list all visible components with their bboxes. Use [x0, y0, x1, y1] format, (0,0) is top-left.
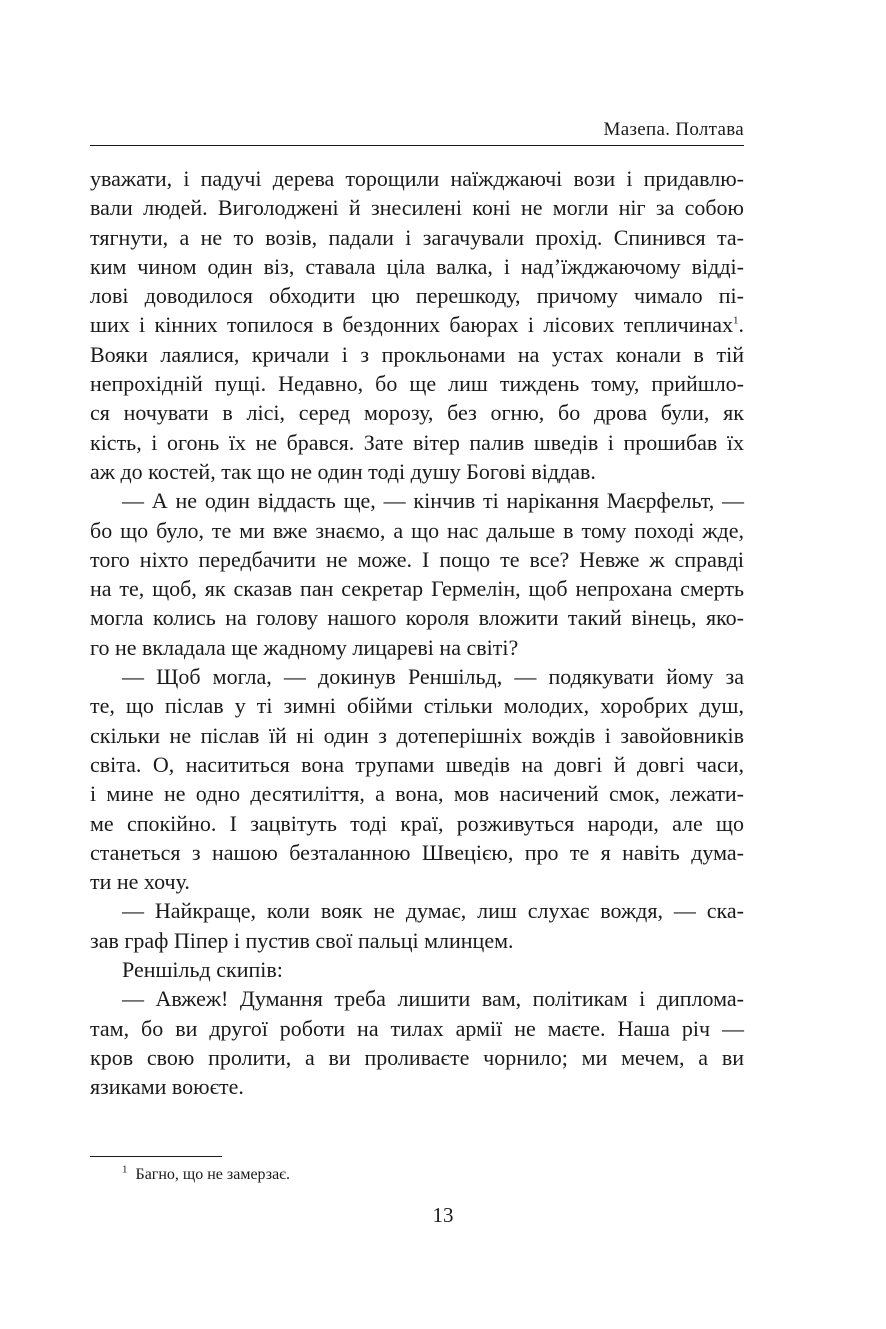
text-line: Реншільд скипів:: [122, 957, 283, 983]
page-number: 13: [432, 1203, 454, 1227]
text-line-end: .: [738, 312, 744, 338]
text-line: вали людей. Виголоджені й знесилені коні не могли ніг за собою: [90, 195, 744, 221]
text-line: бо що було, те ми вже знаємо, а що нас дальше в тому поході жде,: [90, 517, 744, 543]
text-line: аж до костей, так що не один тоді душу Богові віддав.: [90, 458, 596, 484]
text-line: ким чином один віз, ставала ціла валка, і над’їжджаючому відді-: [90, 253, 744, 279]
text-line: і мине не одно десятиліття, а вона, мов насичений смок, лежати-: [90, 781, 744, 807]
text-line: непрохідній пущі. Недавно, бо ще лиш тиждень тому, прийшло-: [90, 371, 744, 397]
text-line: лові доводилося обходити цю перешкоду, причому чимало пі-: [90, 283, 744, 309]
text-line: кров свою пролити, а ви проливаєте чорнило; ми мечем, а ви: [90, 1044, 744, 1070]
header-rule: [90, 145, 744, 146]
text-line: на те, щоб, як сказав пан секретар Гермелін, щоб непрохана смерть: [90, 576, 744, 602]
footnote-text: Багно, що не замерзає.: [135, 1166, 291, 1183]
text-line: те, що післав у ті зимні обійми стільки молодих, хоробрих душ,: [90, 693, 744, 719]
text-line: там, бо ви другої роботи на тилах армії не маєте. Наша річ —: [90, 1015, 744, 1041]
text-line: — Найкраще, коли вояк не думає, лиш слухає вождя, — ска-: [122, 898, 744, 924]
text-line: — Авжеж! Думання треба лишити вам, політикам і диплома-: [122, 986, 744, 1012]
text-line: го не вкладала ще жадному лицареві на світі?: [90, 634, 519, 660]
text-line: зав граф Піпер і пустив свої пальці млинцем.: [90, 927, 514, 953]
text-line: ме спокійно. І зацвітуть тоді краї, розживуться народи, але що: [90, 810, 744, 836]
body-text: [90, 164, 744, 1102]
text-line: Вояки лаялися, кричали і з прокльонами на устах конали в тій: [90, 341, 744, 367]
text-line: могла колись на голову нашого короля вложити такий вінець, яко-: [90, 605, 744, 631]
footnote: [122, 1164, 290, 1186]
text-line-content: ших і кінних топилося в бездонних баюрах і лісових тепличинах: [90, 312, 733, 338]
text-line: кість, і огонь їх не брався. Зате вітер палив шведів і прошибав їх: [90, 429, 744, 455]
text-line: станеться з нашою безталанною Швецією, про те я навіть дума-: [90, 839, 744, 865]
text-line: скільки не післав їй ні один з дотеперішніх вождів і завойовників: [90, 722, 744, 748]
text-line: того ніхто передбачити не може. І пощо те все? Невже ж справді: [90, 546, 744, 572]
text-line: — Щоб могла, — докинув Реншільд, — подякувати йому за: [122, 664, 744, 690]
running-header: Мазепа. Полтава: [603, 119, 744, 140]
text-line: ся ночувати в лісі, серед морозу, без огню, бо дрова були, як: [90, 400, 744, 426]
footnote-rule: [90, 1156, 222, 1157]
text-line: — А не один віддасть ще, — кінчив ті нарікання Маєрфельт, —: [122, 488, 744, 514]
text-line: світа. О, насититься вона трупами шведів на довгі й довгі часи,: [90, 751, 744, 777]
footnote-reference: 1: [733, 315, 739, 328]
text-line-with-footnote: [90, 310, 744, 339]
footnote-marker: 1: [122, 1163, 128, 1176]
text-line: тягнути, а не то возів, падали і загачували прохід. Спинився та-: [90, 224, 744, 250]
text-line: ти не хочу.: [90, 869, 190, 895]
text-line: уважати, і падучі дерева торощили наїжджаючі вози і придавлю-: [90, 166, 744, 191]
text-line: язиками воюєте.: [90, 1074, 244, 1100]
